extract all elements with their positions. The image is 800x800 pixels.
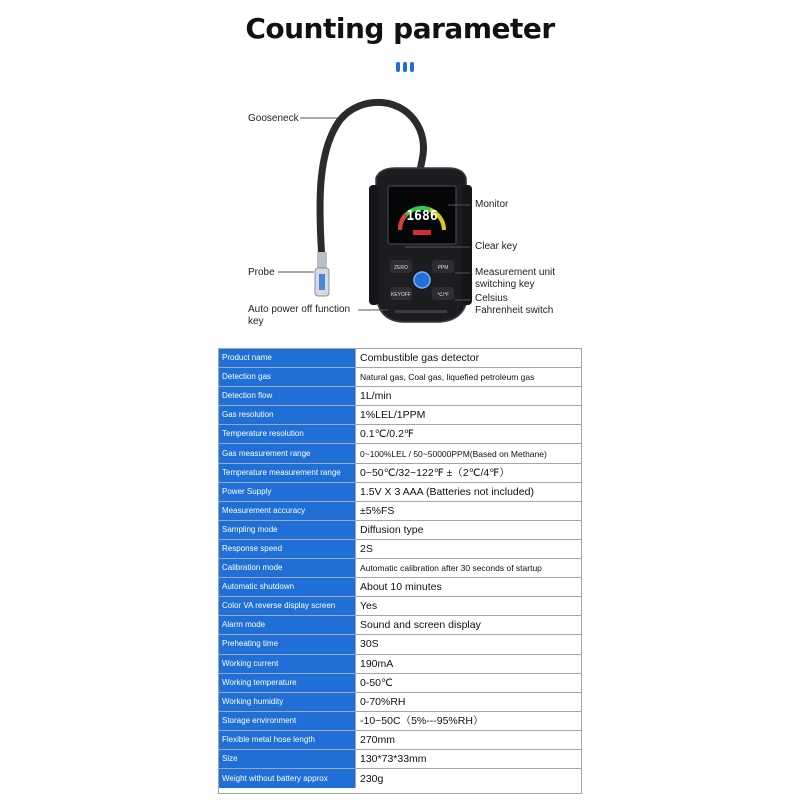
spec-key: Flexible metal hose length: [219, 731, 356, 749]
spec-value: 0~100%LEL / 50~50000PPM(Based on Methane): [356, 444, 581, 462]
spec-value: Natural gas, Coal gas, liquefied petroleum gas: [356, 368, 581, 386]
spec-value: Yes: [356, 597, 581, 615]
spec-row: [219, 731, 581, 750]
spec-key: Storage environment: [219, 712, 356, 730]
spec-value: 1.5V X 3 AAA (Batteries not included): [356, 483, 581, 501]
spec-key: Weight without battery approx: [219, 769, 356, 788]
spec-value: 1%LEL/1PPM: [356, 406, 581, 424]
callout-auto-power-off: Auto power off function key: [248, 304, 351, 327]
spec-key: Temperature resolution: [219, 425, 356, 443]
spec-row: [219, 540, 581, 559]
probe-collar: [317, 252, 327, 270]
spec-table: [218, 348, 582, 794]
spec-key: Sampling mode: [219, 521, 356, 539]
spec-row: [219, 616, 581, 635]
spec-row: [219, 750, 581, 769]
spec-value: 0-70%RH: [356, 693, 581, 711]
spec-key: Automatic shutdown: [219, 578, 356, 596]
spec-row: [219, 349, 581, 368]
callout-clear-key: Clear key: [475, 241, 518, 252]
callout-gooseneck: Gooseneck: [248, 113, 299, 124]
spec-key: Working humidity: [219, 693, 356, 711]
spec-value: Diffusion type: [356, 521, 581, 539]
svg-text:ZERO: ZERO: [394, 265, 408, 271]
spec-value: 0.1℃/0.2℉: [356, 425, 581, 443]
spec-key: Product name: [219, 349, 356, 367]
spec-value: 1L/min: [356, 387, 581, 405]
spec-value: 0~50℃/32~122℉ ±（2℃/4℉）: [356, 464, 581, 482]
spec-value: Automatic calibration after 30 seconds of startup: [356, 559, 581, 577]
spec-key: Measurement accuracy: [219, 502, 356, 520]
spec-row: [219, 521, 581, 540]
spec-value: 270mm: [356, 731, 581, 749]
spec-row: [219, 425, 581, 444]
spec-row: [219, 464, 581, 483]
callout-celsius-switch: Celsius Fahrenheit switch: [475, 293, 554, 316]
spec-key: Working current: [219, 655, 356, 673]
spec-value: ±5%FS: [356, 502, 581, 520]
section-divider-dots: [396, 62, 414, 72]
svg-text:1686: 1686: [406, 209, 438, 224]
spec-row: [219, 502, 581, 521]
spec-value: About 10 minutes: [356, 578, 581, 596]
callout-probe: Probe: [248, 267, 275, 278]
spec-row: [219, 769, 581, 788]
spec-row: [219, 712, 581, 731]
svg-text:KEYOFF: KEYOFF: [390, 292, 412, 298]
spec-key: Size: [219, 750, 356, 768]
spec-row: [219, 578, 581, 597]
spec-key: Temperature measurement range: [219, 464, 356, 482]
callout-monitor: Monitor: [475, 199, 509, 210]
spec-row: [219, 444, 581, 463]
spec-row: [219, 597, 581, 616]
spec-key: Preheating time: [219, 635, 356, 653]
spec-value: 130*73*33mm: [356, 750, 581, 768]
spec-row: [219, 406, 581, 425]
spec-value: Sound and screen display: [356, 616, 581, 634]
svg-text:℃/℉: ℃/℉: [437, 292, 449, 298]
spec-value: 190mA: [356, 655, 581, 673]
spec-value: 30S: [356, 635, 581, 653]
spec-key: Working temperature: [219, 674, 356, 692]
spec-row: [219, 655, 581, 674]
spec-value: 0-50℃: [356, 674, 581, 692]
product-illustration: [0, 90, 800, 345]
spec-value: -10~50C（5%---95%RH）: [356, 712, 581, 730]
spec-value: Combustible gas detector: [356, 349, 581, 367]
spec-key: Gas measurement range: [219, 444, 356, 462]
spec-key: Calibration mode: [219, 559, 356, 577]
gas-detector-image: [0, 90, 800, 345]
spec-key: Detection flow: [219, 387, 356, 405]
spec-row: [219, 674, 581, 693]
spec-key: Color VA reverse display screen: [219, 597, 356, 615]
page-title: Counting parameter: [245, 12, 555, 45]
spec-value: 230g: [356, 769, 581, 788]
callout-unit-key: Measurement unit switching key: [475, 267, 556, 290]
spec-row: [219, 635, 581, 654]
spec-row: [219, 387, 581, 406]
spec-key: Response speed: [219, 540, 356, 558]
spec-row: [219, 693, 581, 712]
spec-row: [219, 368, 581, 387]
power-button: [414, 272, 430, 288]
spec-key: Power Supply: [219, 483, 356, 501]
spec-row: [219, 483, 581, 502]
spec-key: Gas resolution: [219, 406, 356, 424]
spec-row: [219, 559, 581, 578]
spec-key: Detection gas: [219, 368, 356, 386]
spec-value: 2S: [356, 540, 581, 558]
svg-text:PPM: PPM: [437, 265, 449, 271]
spec-key: Alarm mode: [219, 616, 356, 634]
